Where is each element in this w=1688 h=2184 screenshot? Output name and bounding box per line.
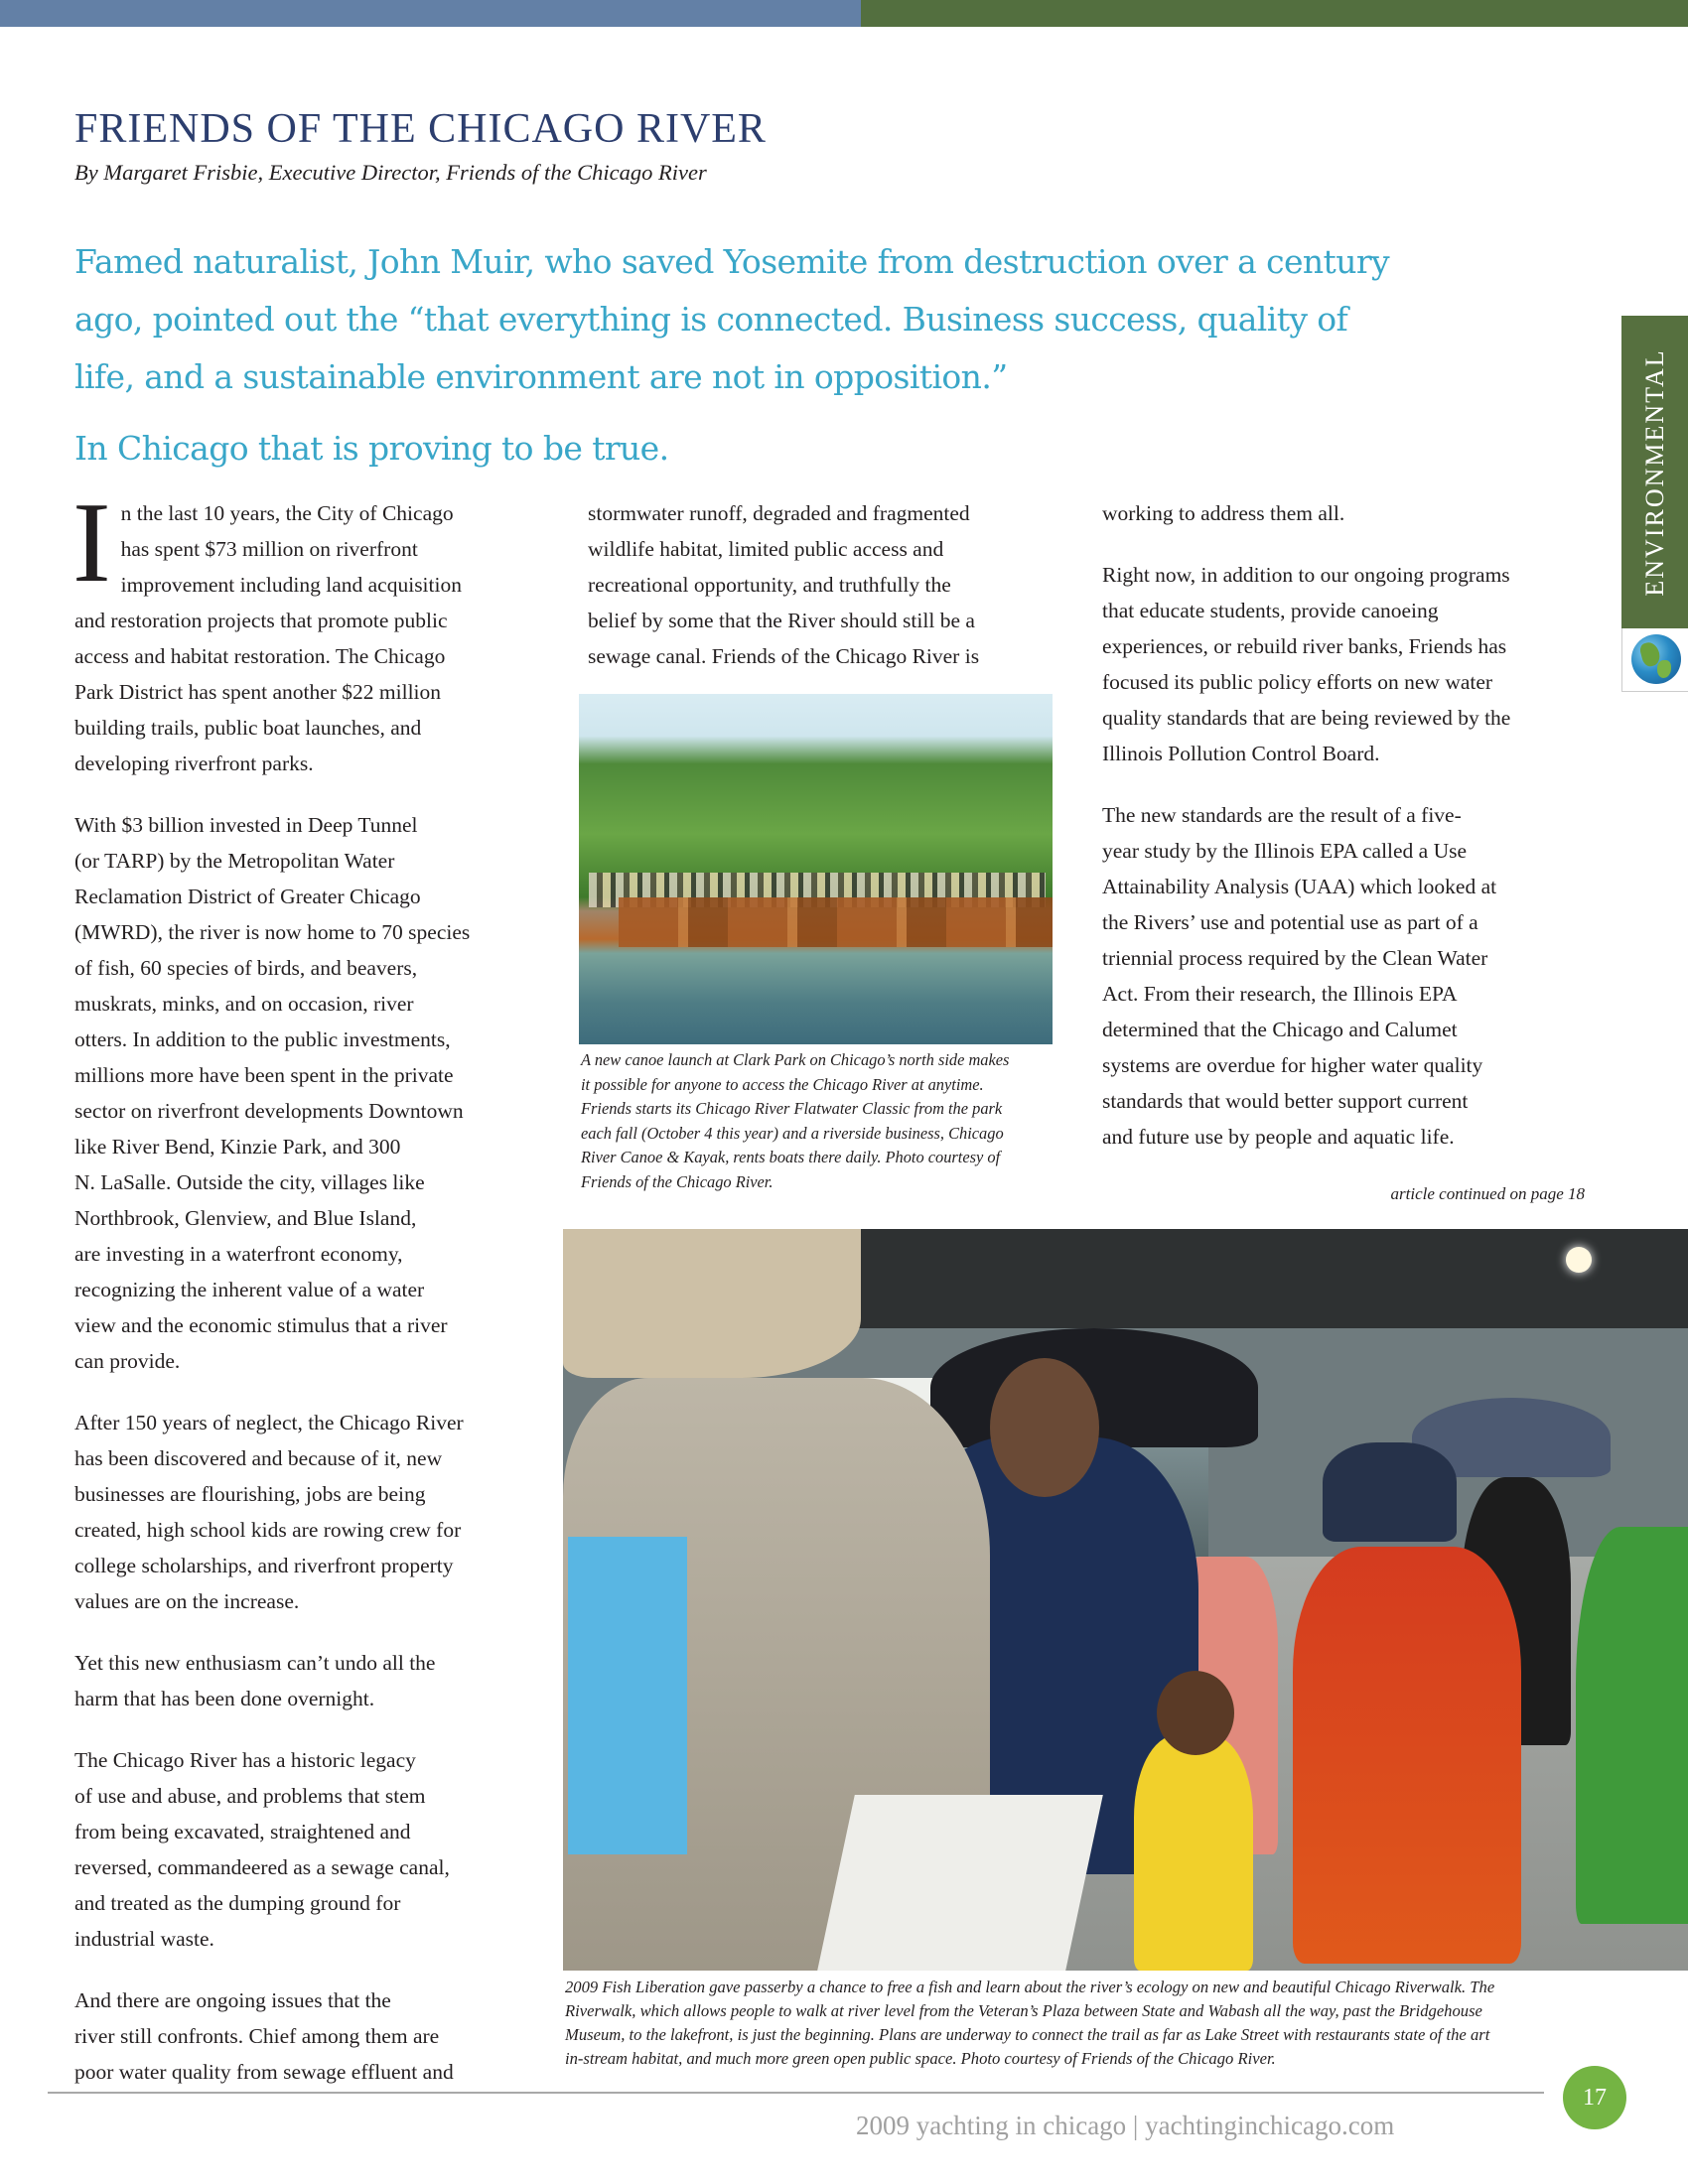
pull-quote-line: ago, pointed out the “that everything is connected. Business success, quality of	[74, 300, 1348, 339]
pull-quote-line: Famed naturalist, John Muir, who saved Yosemite from destruction over a century	[74, 242, 1390, 281]
text-line: focused its public policy efforts on new water	[1102, 670, 1493, 694]
text-line: Northbrook, Glenview, and Blue Island,	[74, 1206, 417, 1230]
text-line: year study by the Illinois EPA called a Use	[1102, 839, 1468, 863]
text-line: Attainability Analysis (UAA) which looked at	[1102, 875, 1497, 898]
paragraph-1	[1102, 495, 1618, 531]
text-line: standards that would better support current	[1102, 1089, 1469, 1113]
caption-line: River Canoe & Kayak, rents boats there daily. Photo courtesy of	[581, 1148, 1001, 1166]
text-line: college scholarships, and riverfront property	[74, 1554, 454, 1577]
text-line: Reclamation District of Greater Chicago	[74, 885, 421, 908]
text-line: determined that the Chicago and Calumet	[1102, 1018, 1458, 1041]
text-line: quality standards that are being reviewed by the	[1102, 706, 1511, 730]
section-icon-box	[1621, 628, 1688, 692]
text-line: otters. In addition to the public investments,	[74, 1027, 451, 1051]
text-line: Illinois Pollution Control Board.	[1102, 742, 1380, 765]
text-line: like River Bend, Kinzie Park, and 300	[74, 1135, 401, 1159]
text-line: n the last 10 years, the City of Chicago	[120, 501, 454, 525]
caption-line: 2009 Fish Liberation gave passerby a chance to free a fish and learn about the river’s ecology on new and beautiful Chicago Riverwalk. The	[565, 1978, 1495, 1996]
footer-divider	[48, 2092, 1544, 2094]
text-line: muskrats, minks, and on occasion, river	[74, 992, 414, 1016]
paragraph-5	[74, 1742, 561, 1957]
text-line: belief by some that the River should still be a	[588, 609, 975, 632]
text-line: sector on riverfront developments Downtown	[74, 1099, 464, 1123]
canoe-photo-caption	[581, 1048, 1009, 1194]
text-line: and restoration projects that promote public	[74, 609, 448, 632]
text-line: systems are overdue for higher water quality	[1102, 1053, 1483, 1077]
text-line: of fish, 60 species of birds, and beavers,	[74, 956, 418, 980]
text-line: has spent $73 million on riverfront	[120, 537, 418, 561]
text-line: (MWRD), the river is now home to 70 species	[74, 920, 471, 944]
text-line: stormwater runoff, degraded and fragmented	[588, 501, 970, 525]
canoe-launch-photo	[579, 694, 1053, 1044]
text-line: that educate students, provide canoeing	[1102, 599, 1439, 622]
text-line: With $3 billion invested in Deep Tunnel	[74, 813, 418, 837]
caption-line: in-stream habitat, and much more green open public space. Photo courtesy of Friends of the Chicago River.	[565, 2049, 1276, 2068]
text-line: Act. From their research, the Illinois EPA	[1102, 982, 1458, 1006]
text-line: poor water quality from sewage effluent and	[74, 2060, 454, 2084]
text-line: N. LaSalle. Outside the city, villages like	[74, 1170, 425, 1194]
paragraph-6	[74, 1982, 561, 2090]
section-tab	[1621, 316, 1688, 628]
section-tab-label: ENVIRONMENTAL	[1639, 347, 1669, 597]
paragraph-1	[72, 479, 561, 781]
text-line: millions more have been spent in the private	[74, 1063, 454, 1087]
text-line: developing riverfront parks.	[74, 751, 314, 775]
text-line: The new standards are the result of a five-	[1102, 803, 1462, 827]
text-line: created, high school kids are rowing crew for	[74, 1518, 462, 1542]
text-line: wildlife habitat, limited public access and	[588, 537, 944, 561]
article-byline: By Margaret Frisbie, Executive Director, Friends of the Chicago River	[74, 160, 707, 185]
text-line: improvement including land acquisition	[120, 573, 462, 597]
article-title: FRIENDS OF THE CHICAGO RIVER	[74, 106, 767, 152]
text-line: industrial waste.	[74, 1927, 214, 1951]
text-line: values are on the increase.	[74, 1589, 300, 1613]
text-line: sewage canal. Friends of the Chicago River is	[588, 644, 980, 668]
paragraph-3	[74, 1405, 561, 1619]
column-2	[588, 495, 1055, 674]
caption-line: Riverwalk, which allows people to walk at river level from the Veteran’s Plaza between State and Wabash all the way, past the Bridgehouse	[565, 2001, 1482, 2020]
pull-quote-tagline: In Chicago that is proving to be true.	[74, 429, 669, 468]
paragraph-3	[1102, 797, 1618, 1155]
text-line: businesses are flourishing, jobs are being	[74, 1482, 426, 1506]
page-number-badge: 17	[1563, 2066, 1626, 2129]
text-line: view and the economic stimulus that a river	[74, 1313, 448, 1337]
column-3	[1102, 495, 1618, 1155]
text-line: from being excavated, straightened and	[74, 1820, 411, 1843]
fish-liberation-photo	[563, 1229, 1688, 1971]
caption-line: Friends starts its Chicago River Flatwater Classic from the park	[581, 1099, 1003, 1118]
caption-line: each fall (October 4 this year) and a riverside business, Chicago	[581, 1123, 1004, 1143]
text-line: access and habitat restoration. The Chicago	[74, 644, 446, 668]
text-line: harm that has been done overnight.	[74, 1687, 375, 1710]
top-bar-green	[861, 0, 1688, 27]
continued-on-page-link[interactable]: article continued on page 18	[1390, 1184, 1585, 1203]
text-line: can provide.	[74, 1349, 181, 1373]
drop-cap: I	[72, 479, 111, 607]
text-line: After 150 years of neglect, the Chicago River	[74, 1411, 464, 1434]
text-line: recognizing the inherent value of a water	[74, 1278, 425, 1301]
text-line: And there are ongoing issues that the	[74, 1988, 391, 2012]
text-line: and treated as the dumping ground for	[74, 1891, 401, 1915]
text-line: experiences, or rebuild river banks, Friends has	[1102, 634, 1507, 658]
paragraph-2	[1102, 557, 1618, 771]
text-line: (or TARP) by the Metropolitan Water	[74, 849, 395, 873]
large-photo-caption	[565, 1976, 1494, 2071]
caption-line: Friends of the Chicago River.	[581, 1171, 774, 1191]
caption-line: A new canoe launch at Clark Park on Chicago’s north side makes	[581, 1050, 1010, 1069]
column-1	[72, 479, 561, 2090]
text-line: river still confronts. Chief among them are	[74, 2024, 440, 2048]
text-line: The Chicago River has a historic legacy	[74, 1748, 416, 1772]
top-bar-blue	[0, 0, 861, 27]
paragraph-4	[74, 1645, 561, 1716]
pull-quote-line: life, and a sustainable environment are not in opposition.”	[74, 357, 1008, 396]
text-line: Right now, in addition to our ongoing programs	[1102, 563, 1510, 587]
globe-icon	[1631, 634, 1681, 684]
text-line: the Rivers’ use and potential use as part of a	[1102, 910, 1478, 934]
text-line: and future use by people and aquatic life.	[1102, 1125, 1455, 1149]
text-line: are investing in a waterfront economy,	[74, 1242, 403, 1266]
text-line: reversed, commandeered as a sewage canal,	[74, 1855, 450, 1879]
text-line: has been discovered and because of it, new	[74, 1446, 443, 1470]
text-line: of use and abuse, and problems that stem	[74, 1784, 426, 1808]
text-line: Park District has spent another $22 million	[74, 680, 442, 704]
paragraph-2	[74, 807, 561, 1379]
text-line: Yet this new enthusiasm can’t undo all the	[74, 1651, 436, 1675]
caption-line: Museum, to the lakefront, is just the beginning. Plans are underway to connect the trail as far as Lake Street with restaurants state of the art	[565, 2025, 1490, 2044]
text-line: working to address them all.	[1102, 501, 1345, 525]
text-line: building trails, public boat launches, and	[74, 716, 422, 740]
paragraph	[588, 495, 1055, 674]
footer-publication: 2009 yachting in chicago | yachtinginchicago.com	[856, 2111, 1395, 2140]
text-line: triennial process required by the Clean Water	[1102, 946, 1488, 970]
caption-line: it possible for anyone to access the Chicago River at anytime.	[581, 1074, 984, 1094]
text-line: recreational opportunity, and truthfully the	[588, 573, 951, 597]
